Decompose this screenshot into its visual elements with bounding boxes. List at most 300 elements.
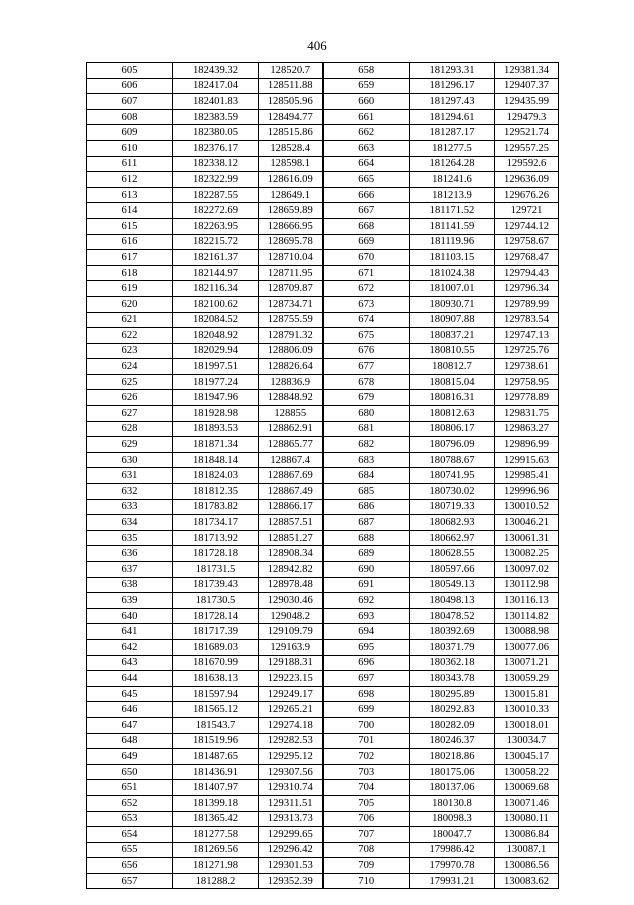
point-number-cell: 632 (87, 484, 173, 500)
table-row (87, 749, 559, 765)
table-row (87, 639, 559, 655)
table-row (87, 530, 559, 546)
table-row (87, 343, 559, 359)
x-coordinate-cell: 181287.17 (410, 125, 495, 141)
y-coordinate-cell: 130071.46 (495, 795, 559, 811)
point-number-cell: 690 (323, 562, 410, 578)
x-coordinate-cell: 181713.92 (173, 530, 259, 546)
y-coordinate-cell: 129265.21 (259, 702, 323, 718)
point-number-cell: 692 (323, 593, 410, 609)
point-number-cell: 619 (87, 281, 173, 297)
x-coordinate-cell: 180662.97 (410, 530, 495, 546)
y-coordinate-cell: 130046.21 (495, 515, 559, 531)
point-number-cell: 620 (87, 296, 173, 312)
y-coordinate-cell: 130086.56 (495, 858, 559, 874)
x-coordinate-cell: 181399.18 (173, 795, 259, 811)
x-coordinate-cell: 181947.96 (173, 390, 259, 406)
y-coordinate-cell: 129295.12 (259, 749, 323, 765)
table-row (87, 156, 559, 172)
y-coordinate-cell: 129996.96 (495, 484, 559, 500)
point-number-cell: 652 (87, 795, 173, 811)
y-coordinate-cell: 129310.74 (259, 780, 323, 796)
table-row (87, 577, 559, 593)
point-number-cell: 681 (323, 421, 410, 437)
table-row (87, 562, 559, 578)
y-coordinate-cell: 129758.67 (495, 234, 559, 250)
y-coordinate-cell: 130034.7 (495, 733, 559, 749)
x-coordinate-cell: 181734.17 (173, 515, 259, 531)
point-number-cell: 635 (87, 530, 173, 546)
y-coordinate-cell: 130059.29 (495, 671, 559, 687)
y-coordinate-cell: 129738.61 (495, 359, 559, 375)
x-coordinate-cell: 180628.55 (410, 546, 495, 562)
x-coordinate-cell: 181007.01 (410, 281, 495, 297)
point-number-cell: 665 (323, 172, 410, 188)
x-coordinate-cell: 179931.21 (410, 873, 495, 889)
x-coordinate-cell: 180362.18 (410, 655, 495, 671)
y-coordinate-cell: 130080.11 (495, 811, 559, 827)
y-coordinate-cell: 129307.56 (259, 764, 323, 780)
y-coordinate-cell: 129768.47 (495, 250, 559, 266)
point-number-cell: 610 (87, 140, 173, 156)
point-number-cell: 641 (87, 624, 173, 640)
y-coordinate-cell: 129592.6 (495, 156, 559, 172)
y-coordinate-cell: 128867.69 (259, 468, 323, 484)
x-coordinate-cell: 181670.99 (173, 655, 259, 671)
point-number-cell: 662 (323, 125, 410, 141)
table-row (87, 390, 559, 406)
point-number-cell: 689 (323, 546, 410, 562)
table-row (87, 593, 559, 609)
x-coordinate-cell: 181730.5 (173, 593, 259, 609)
point-number-cell: 622 (87, 328, 173, 344)
point-number-cell: 697 (323, 671, 410, 687)
point-number-cell: 676 (323, 343, 410, 359)
x-coordinate-cell: 179986.42 (410, 842, 495, 858)
y-coordinate-cell: 130083.62 (495, 873, 559, 889)
point-number-cell: 702 (323, 749, 410, 765)
x-coordinate-cell: 180549.13 (410, 577, 495, 593)
y-coordinate-cell: 129030.46 (259, 593, 323, 609)
point-number-cell: 704 (323, 780, 410, 796)
x-coordinate-cell: 181565.12 (173, 702, 259, 718)
x-coordinate-cell: 182401.83 (173, 94, 259, 110)
table-row (87, 63, 559, 79)
point-number-cell: 618 (87, 265, 173, 281)
y-coordinate-cell: 128755.59 (259, 312, 323, 328)
x-coordinate-cell: 181293.31 (410, 63, 495, 79)
point-number-cell: 699 (323, 702, 410, 718)
point-number-cell: 624 (87, 359, 173, 375)
x-coordinate-cell: 181271.98 (173, 858, 259, 874)
table-row (87, 546, 559, 562)
table-row (87, 234, 559, 250)
y-coordinate-cell: 128942.82 (259, 562, 323, 578)
x-coordinate-cell: 181365.42 (173, 811, 259, 827)
point-number-cell: 646 (87, 702, 173, 718)
point-number-cell: 674 (323, 312, 410, 328)
table-row (87, 421, 559, 437)
point-number-cell: 616 (87, 234, 173, 250)
point-number-cell: 614 (87, 203, 173, 219)
y-coordinate-cell: 129299.65 (259, 827, 323, 843)
point-number-cell: 694 (323, 624, 410, 640)
point-number-cell: 640 (87, 608, 173, 624)
point-number-cell: 685 (323, 484, 410, 500)
table-row (87, 873, 559, 889)
y-coordinate-cell: 130097.02 (495, 562, 559, 578)
point-number-cell: 644 (87, 671, 173, 687)
y-coordinate-cell: 129313.73 (259, 811, 323, 827)
point-number-cell: 659 (323, 78, 410, 94)
y-coordinate-cell: 128791.32 (259, 328, 323, 344)
x-coordinate-cell: 180815.04 (410, 374, 495, 390)
y-coordinate-cell: 129778.89 (495, 390, 559, 406)
point-number-cell: 707 (323, 827, 410, 843)
y-coordinate-cell: 129188.31 (259, 655, 323, 671)
y-coordinate-cell: 130071.21 (495, 655, 559, 671)
table-body (87, 63, 559, 889)
x-coordinate-cell: 181871.34 (173, 437, 259, 453)
y-coordinate-cell: 128866.17 (259, 499, 323, 515)
x-coordinate-cell: 180282.09 (410, 717, 495, 733)
x-coordinate-cell: 180810.55 (410, 343, 495, 359)
point-number-cell: 691 (323, 577, 410, 593)
x-coordinate-cell: 181264.28 (410, 156, 495, 172)
y-coordinate-cell: 129352.39 (259, 873, 323, 889)
x-coordinate-cell: 180806.17 (410, 421, 495, 437)
point-number-cell: 638 (87, 577, 173, 593)
point-number-cell: 655 (87, 842, 173, 858)
point-number-cell: 700 (323, 717, 410, 733)
point-number-cell: 680 (323, 406, 410, 422)
table-row (87, 140, 559, 156)
y-coordinate-cell: 128806.09 (259, 343, 323, 359)
point-number-cell: 664 (323, 156, 410, 172)
y-coordinate-cell: 129863.27 (495, 421, 559, 437)
point-number-cell: 628 (87, 421, 173, 437)
table-row (87, 702, 559, 718)
table-row (87, 250, 559, 266)
y-coordinate-cell: 128528.4 (259, 140, 323, 156)
x-coordinate-cell: 181597.94 (173, 686, 259, 702)
x-coordinate-cell: 180175.06 (410, 764, 495, 780)
table-row (87, 359, 559, 375)
table-row (87, 94, 559, 110)
y-coordinate-cell: 128659.89 (259, 203, 323, 219)
point-number-cell: 679 (323, 390, 410, 406)
y-coordinate-cell: 130010.33 (495, 702, 559, 718)
x-coordinate-cell: 180907.88 (410, 312, 495, 328)
table-row (87, 452, 559, 468)
table-row (87, 842, 559, 858)
table-row (87, 733, 559, 749)
x-coordinate-cell: 180295.89 (410, 686, 495, 702)
point-number-cell: 706 (323, 811, 410, 827)
table-row (87, 328, 559, 344)
x-coordinate-cell: 181024.38 (410, 265, 495, 281)
point-number-cell: 669 (323, 234, 410, 250)
point-number-cell: 650 (87, 764, 173, 780)
point-number-cell: 625 (87, 374, 173, 390)
table-row (87, 764, 559, 780)
point-number-cell: 670 (323, 250, 410, 266)
point-number-cell: 695 (323, 639, 410, 655)
point-number-cell: 642 (87, 639, 173, 655)
x-coordinate-cell: 180218.86 (410, 749, 495, 765)
x-coordinate-cell: 180812.63 (410, 406, 495, 422)
table-row (87, 203, 559, 219)
point-number-cell: 631 (87, 468, 173, 484)
point-number-cell: 637 (87, 562, 173, 578)
point-number-cell: 654 (87, 827, 173, 843)
point-number-cell: 630 (87, 452, 173, 468)
x-coordinate-cell: 182383.59 (173, 109, 259, 125)
point-number-cell: 705 (323, 795, 410, 811)
x-coordinate-cell: 181103.15 (410, 250, 495, 266)
y-coordinate-cell: 129109.79 (259, 624, 323, 640)
y-coordinate-cell: 129557.25 (495, 140, 559, 156)
y-coordinate-cell: 129794.43 (495, 265, 559, 281)
point-number-cell: 636 (87, 546, 173, 562)
point-number-cell: 645 (87, 686, 173, 702)
x-coordinate-cell: 182380.05 (173, 125, 259, 141)
y-coordinate-cell: 130077.06 (495, 639, 559, 655)
point-number-cell: 687 (323, 515, 410, 531)
point-number-cell: 703 (323, 764, 410, 780)
x-coordinate-cell: 182116.34 (173, 281, 259, 297)
y-coordinate-cell: 128494.77 (259, 109, 323, 125)
point-number-cell: 677 (323, 359, 410, 375)
point-number-cell: 608 (87, 109, 173, 125)
y-coordinate-cell: 128734.71 (259, 296, 323, 312)
y-coordinate-cell: 129296.42 (259, 842, 323, 858)
y-coordinate-cell: 128616.09 (259, 172, 323, 188)
x-coordinate-cell: 181928.98 (173, 406, 259, 422)
x-coordinate-cell: 182417.04 (173, 78, 259, 94)
point-number-cell: 615 (87, 218, 173, 234)
table-row (87, 858, 559, 874)
point-number-cell: 710 (323, 873, 410, 889)
point-number-cell: 627 (87, 406, 173, 422)
y-coordinate-cell: 128511.88 (259, 78, 323, 94)
point-number-cell: 649 (87, 749, 173, 765)
table-row (87, 218, 559, 234)
x-coordinate-cell: 181436.91 (173, 764, 259, 780)
table-row (87, 281, 559, 297)
point-number-cell: 658 (323, 63, 410, 79)
table-row (87, 187, 559, 203)
table-row (87, 795, 559, 811)
y-coordinate-cell: 129479.3 (495, 109, 559, 125)
x-coordinate-cell: 182263.95 (173, 218, 259, 234)
table-row (87, 686, 559, 702)
table-row (87, 78, 559, 94)
y-coordinate-cell: 128505.96 (259, 94, 323, 110)
point-number-cell: 682 (323, 437, 410, 453)
x-coordinate-cell: 181997.51 (173, 359, 259, 375)
x-coordinate-cell: 180719.33 (410, 499, 495, 515)
x-coordinate-cell: 180837.21 (410, 328, 495, 344)
point-number-cell: 671 (323, 265, 410, 281)
table-row (87, 515, 559, 531)
x-coordinate-cell: 182272.69 (173, 203, 259, 219)
point-number-cell: 663 (323, 140, 410, 156)
x-coordinate-cell: 180730.02 (410, 484, 495, 500)
y-coordinate-cell: 129223.15 (259, 671, 323, 687)
x-coordinate-cell: 180498.13 (410, 593, 495, 609)
x-coordinate-cell: 182161.37 (173, 250, 259, 266)
point-number-cell: 606 (87, 78, 173, 94)
y-coordinate-cell: 130015.81 (495, 686, 559, 702)
x-coordinate-cell: 181288.2 (173, 873, 259, 889)
point-number-cell: 621 (87, 312, 173, 328)
x-coordinate-cell: 182100.62 (173, 296, 259, 312)
y-coordinate-cell: 129435.99 (495, 94, 559, 110)
table-row (87, 655, 559, 671)
y-coordinate-cell: 129789.99 (495, 296, 559, 312)
y-coordinate-cell: 130061.31 (495, 530, 559, 546)
point-number-cell: 617 (87, 250, 173, 266)
x-coordinate-cell: 180788.67 (410, 452, 495, 468)
x-coordinate-cell: 182084.52 (173, 312, 259, 328)
y-coordinate-cell: 128836.9 (259, 374, 323, 390)
x-coordinate-cell: 181848.14 (173, 452, 259, 468)
x-coordinate-cell: 181297.43 (410, 94, 495, 110)
x-coordinate-cell: 180597.66 (410, 562, 495, 578)
point-number-cell: 668 (323, 218, 410, 234)
table-row (87, 437, 559, 453)
point-number-cell: 678 (323, 374, 410, 390)
y-coordinate-cell: 129407.37 (495, 78, 559, 94)
point-number-cell: 683 (323, 452, 410, 468)
point-number-cell: 688 (323, 530, 410, 546)
x-coordinate-cell: 182048.92 (173, 328, 259, 344)
x-coordinate-cell: 181812.35 (173, 484, 259, 500)
y-coordinate-cell: 130018.01 (495, 717, 559, 733)
y-coordinate-cell: 129758.95 (495, 374, 559, 390)
table-row (87, 109, 559, 125)
y-coordinate-cell: 129274.18 (259, 717, 323, 733)
point-number-cell: 709 (323, 858, 410, 874)
x-coordinate-cell: 180796.09 (410, 437, 495, 453)
y-coordinate-cell: 129249.17 (259, 686, 323, 702)
point-number-cell: 661 (323, 109, 410, 125)
y-coordinate-cell: 130082.25 (495, 546, 559, 562)
point-number-cell: 675 (323, 328, 410, 344)
y-coordinate-cell: 130087.1 (495, 842, 559, 858)
x-coordinate-cell: 180098.3 (410, 811, 495, 827)
y-coordinate-cell: 129048.2 (259, 608, 323, 624)
x-coordinate-cell: 180246.37 (410, 733, 495, 749)
y-coordinate-cell: 129915.63 (495, 452, 559, 468)
y-coordinate-cell: 128666.95 (259, 218, 323, 234)
y-coordinate-cell: 129747.13 (495, 328, 559, 344)
y-coordinate-cell: 129721 (495, 203, 559, 219)
point-number-cell: 666 (323, 187, 410, 203)
y-coordinate-cell: 130045.17 (495, 749, 559, 765)
y-coordinate-cell: 128710.04 (259, 250, 323, 266)
x-coordinate-cell: 181269.56 (173, 842, 259, 858)
y-coordinate-cell: 129985.41 (495, 468, 559, 484)
point-number-cell: 629 (87, 437, 173, 453)
point-number-cell: 611 (87, 156, 173, 172)
y-coordinate-cell: 128520.7 (259, 63, 323, 79)
y-coordinate-cell: 128598.1 (259, 156, 323, 172)
y-coordinate-cell: 130116.13 (495, 593, 559, 609)
table-row (87, 374, 559, 390)
table-row (87, 172, 559, 188)
point-number-cell: 693 (323, 608, 410, 624)
y-coordinate-cell: 128867.49 (259, 484, 323, 500)
point-number-cell: 607 (87, 94, 173, 110)
x-coordinate-cell: 181638.13 (173, 671, 259, 687)
y-coordinate-cell: 128908.34 (259, 546, 323, 562)
x-coordinate-cell: 180741.95 (410, 468, 495, 484)
x-coordinate-cell: 179970.78 (410, 858, 495, 874)
x-coordinate-cell: 180371.79 (410, 639, 495, 655)
y-coordinate-cell: 129796.34 (495, 281, 559, 297)
x-coordinate-cell: 181296.17 (410, 78, 495, 94)
y-coordinate-cell: 129783.54 (495, 312, 559, 328)
y-coordinate-cell: 129282.53 (259, 733, 323, 749)
point-number-cell: 708 (323, 842, 410, 858)
x-coordinate-cell: 180478.52 (410, 608, 495, 624)
y-coordinate-cell: 130086.84 (495, 827, 559, 843)
x-coordinate-cell: 181977.24 (173, 374, 259, 390)
y-coordinate-cell: 128848.92 (259, 390, 323, 406)
point-number-cell: 657 (87, 873, 173, 889)
y-coordinate-cell: 128649.1 (259, 187, 323, 203)
table-row (87, 499, 559, 515)
table-row (87, 671, 559, 687)
x-coordinate-cell: 181783.82 (173, 499, 259, 515)
table-row (87, 608, 559, 624)
y-coordinate-cell: 129311.51 (259, 795, 323, 811)
y-coordinate-cell: 128857.51 (259, 515, 323, 531)
table-row (87, 265, 559, 281)
x-coordinate-cell: 181689.03 (173, 639, 259, 655)
table-row (87, 484, 559, 500)
x-coordinate-cell: 181277.5 (410, 140, 495, 156)
point-number-cell: 612 (87, 172, 173, 188)
y-coordinate-cell: 128695.78 (259, 234, 323, 250)
y-coordinate-cell: 128826.64 (259, 359, 323, 375)
x-coordinate-cell: 182338.12 (173, 156, 259, 172)
x-coordinate-cell: 182144.97 (173, 265, 259, 281)
x-coordinate-cell: 180130.8 (410, 795, 495, 811)
y-coordinate-cell: 129831.75 (495, 406, 559, 422)
y-coordinate-cell: 128855 (259, 406, 323, 422)
x-coordinate-cell: 181241.6 (410, 172, 495, 188)
table-row (87, 296, 559, 312)
x-coordinate-cell: 182287.55 (173, 187, 259, 203)
page-number: 406 (307, 38, 327, 53)
point-number-cell: 634 (87, 515, 173, 531)
y-coordinate-cell: 128515.86 (259, 125, 323, 141)
y-coordinate-cell: 129301.53 (259, 858, 323, 874)
y-coordinate-cell: 129521.74 (495, 125, 559, 141)
x-coordinate-cell: 181728.18 (173, 546, 259, 562)
x-coordinate-cell: 180343.78 (410, 671, 495, 687)
y-coordinate-cell: 128709.87 (259, 281, 323, 297)
point-number-cell: 698 (323, 686, 410, 702)
x-coordinate-cell: 182215.72 (173, 234, 259, 250)
point-number-cell: 701 (323, 733, 410, 749)
table-row (87, 406, 559, 422)
table-row (87, 125, 559, 141)
point-number-cell: 667 (323, 203, 410, 219)
